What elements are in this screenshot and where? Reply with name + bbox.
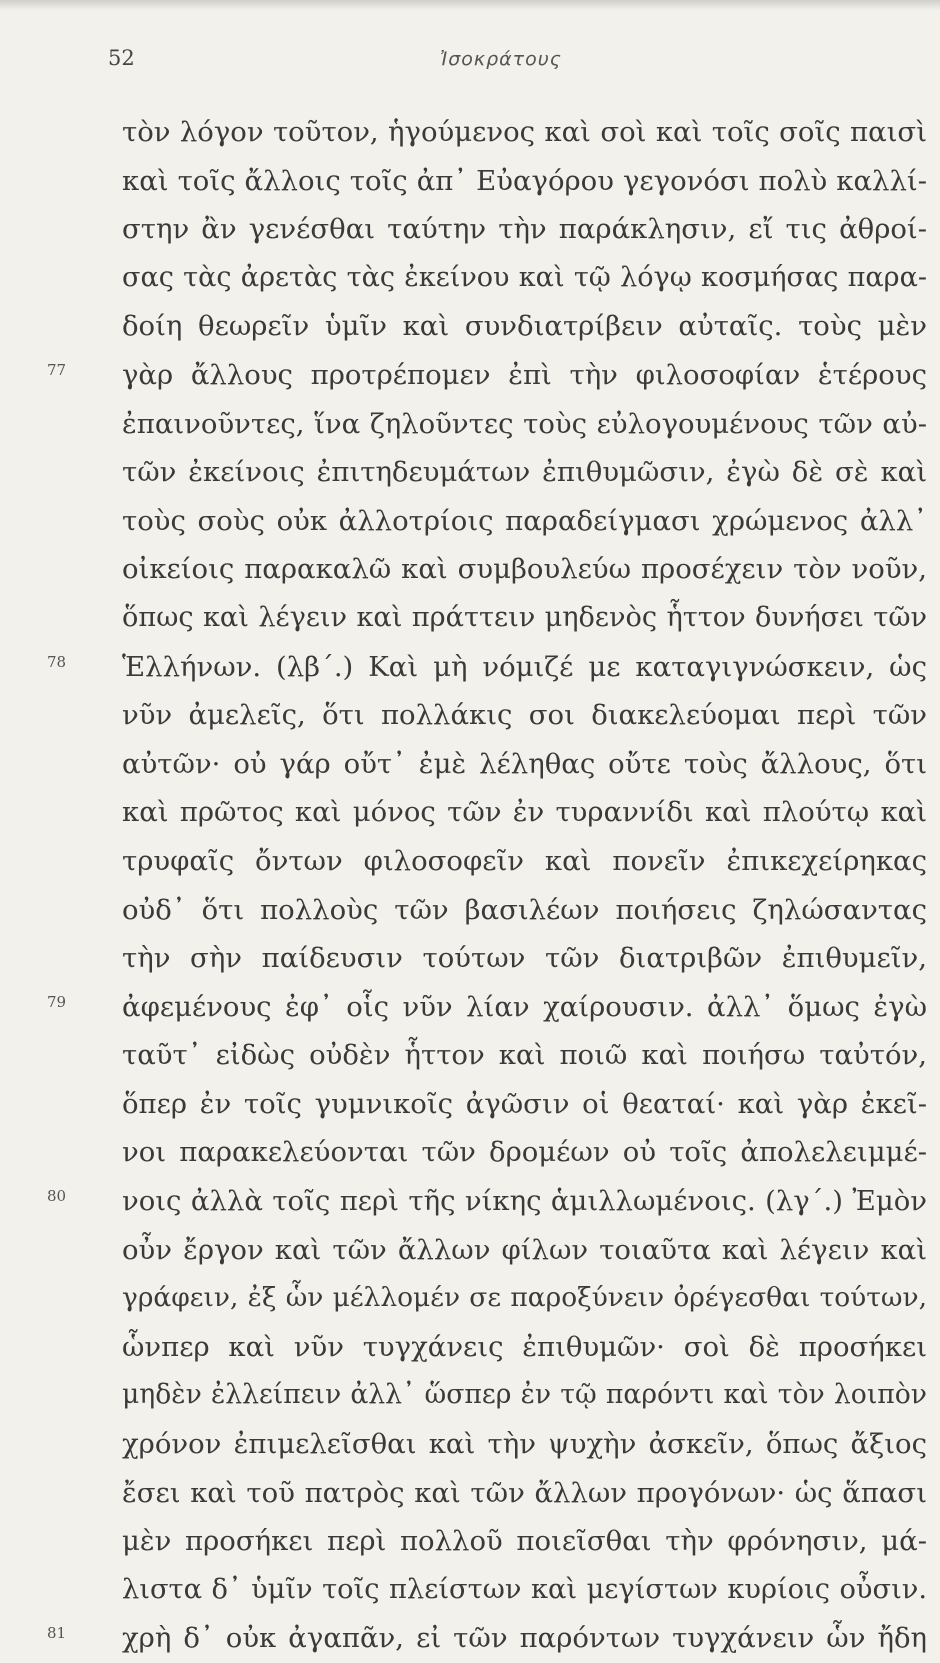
text-line	[0, 691, 940, 740]
line-text: χρόνον ἐπιμελεῖσθαι καὶ τὴν ψυχὴν ἀσκεῖν, ὅπως ἄξιος	[122, 1428, 927, 1461]
text-line	[0, 1420, 940, 1469]
text-line	[0, 1566, 940, 1615]
line-text: αὐτῶν· οὐ γάρ οὔτ᾽ ἐμὲ λέληθας οὔτε τοὺς ἄλλους, ὅτι	[122, 747, 927, 780]
text-line	[0, 497, 940, 546]
text-line	[0, 1469, 940, 1518]
page-number: 52	[108, 46, 135, 70]
text-line	[0, 302, 940, 351]
text-line	[0, 886, 940, 935]
text-line	[0, 1614, 940, 1663]
text-body	[0, 108, 940, 1663]
line-text: σας τὰς ἀρετὰς τὰς ἐκείνου καὶ τῷ λόγῳ κοσμήσας παρα-	[122, 261, 927, 293]
line-text: νοις ἀλλὰ τοῖς περὶ τῆς νίκης ἁμιλλωμένοις. (λγ΄.) Ἐμὸν	[122, 1185, 927, 1218]
section-number: 77	[47, 360, 67, 379]
text-line	[0, 448, 940, 497]
text-line	[0, 643, 940, 692]
line-text: Ἑλλήνων. (λβ΄.) Καὶ μὴ νόμιζέ με καταγιγνώσκειν, ὡς	[122, 650, 927, 683]
line-text: οὐδ᾽ ὅτι πολλοὺς τῶν βασιλέων ποιήσεις ζηλώσαντας	[122, 893, 927, 926]
line-text: τοὺς σοὺς οὐκ ἀλλοτρίοις παραδείγμασι χρώμενος ἀλλ᾽	[122, 504, 927, 537]
text-line	[0, 837, 940, 886]
line-text: ἔσει καὶ τοῦ πατρὸς καὶ τῶν ἄλλων προγόνων· ὡς ἅπασι	[122, 1476, 927, 1509]
section-number: 79	[47, 992, 67, 1011]
line-text: ἐπαινοῦντες, ἵνα ζηλοῦντες τοὺς εὐλογουμένους τῶν αὐ-	[122, 407, 927, 440]
text-line	[0, 400, 940, 449]
line-text: χρὴ δ᾽ οὐκ ἀγαπᾶν, εἰ τῶν παρόντων τυγχάνειν ὧν ἤδη	[122, 1622, 927, 1655]
line-text: νῦν ἀμελεῖς, ὅτι πολλάκις σοι διακελεύομαι περὶ τῶν	[122, 699, 927, 732]
text-line	[0, 594, 940, 643]
section-number: 80	[47, 1187, 67, 1206]
text-line	[0, 1517, 940, 1566]
line-text: καὶ τοῖς ἄλλοις τοῖς ἀπ᾽ Εὐαγόρου γεγονόσι πολὺ καλλί-	[122, 164, 927, 197]
page-header	[0, 46, 940, 76]
line-text: νοι παρακελεύονται τῶν δρομέων οὐ τοῖς ἀπολελειμμέ-	[122, 1136, 927, 1169]
running-head: Ἰσοκράτους	[440, 48, 562, 70]
section-number: 78	[47, 652, 67, 671]
line-text: γράφειν, ἐξ ὧν μέλλομέν σε παροξύνειν ὀρέγεσθαι τούτων,	[122, 1282, 927, 1314]
line-text: τὴν σὴν παίδευσιν τούτων τῶν διατριβῶν ἐπιθυμεῖν,	[122, 942, 927, 975]
text-line	[0, 1371, 940, 1420]
text-line	[0, 1274, 940, 1323]
line-text: γὰρ ἄλλους προτρέπομεν ἐπὶ τὴν φιλοσοφίαν ἑτέρους	[122, 358, 927, 391]
section-number: 81	[47, 1624, 67, 1643]
line-text: ταῦτ᾽ εἰδὼς οὐδὲν ἧττον καὶ ποιῶ καὶ ποιήσω ταὐτόν,	[122, 1039, 927, 1072]
line-text: τρυφαῖς ὄντων φιλοσοφεῖν καὶ πονεῖν ἐπικεχείρηκας	[122, 844, 927, 877]
text-line	[0, 983, 940, 1032]
text-line	[0, 788, 940, 837]
text-line	[0, 740, 940, 789]
line-text: καὶ πρῶτος καὶ μόνος τῶν ἐν τυραννίδι καὶ πλούτῳ καὶ	[122, 796, 927, 829]
line-text: ὅπως καὶ λέγειν καὶ πράττειν μηδενὸς ἧττον δυνήσει τῶν	[122, 601, 927, 633]
line-text: οὖν ἔργον καὶ τῶν ἄλλων φίλων τοιαῦτα καὶ λέγειν καὶ	[122, 1233, 927, 1266]
text-line	[0, 254, 940, 303]
line-text: τὸν λόγον τοῦτον, ἡγούμενος καὶ σοὶ καὶ τοῖς σοῖς παισὶ	[122, 116, 927, 148]
line-text: στην ἂν γενέσθαι ταύτην τὴν παράκλησιν, εἴ τις ἀθροί-	[122, 213, 927, 246]
line-text: ὅπερ ἐν τοῖς γυμνικοῖς ἀγῶσιν οἱ θεαταί· καὶ γὰρ ἐκεῖ-	[122, 1087, 927, 1120]
text-line	[0, 1323, 940, 1372]
text-line	[0, 545, 940, 594]
line-text: τῶν ἐκείνοις ἐπιτηδευμάτων ἐπιθυμῶσιν, ἐγὼ δὲ σὲ καὶ	[122, 456, 927, 489]
line-text: ἀφεμένους ἐφ᾽ οἷς νῦν λίαν χαίρουσιν. ἀλλ᾽ ὅμως ἐγὼ	[122, 990, 927, 1023]
line-text: λιστα δ᾽ ὑμῖν τοῖς πλείστων καὶ μεγίστων κυρίοις οὖσιν.	[122, 1573, 927, 1605]
line-text: μηδὲν ἐλλείπειν ἀλλ᾽ ὥσπερ ἐν τῷ παρόντι καὶ τὸν λοιπὸν	[122, 1379, 927, 1411]
line-text: δοίη θεωρεῖν ὑμῖν καὶ συνδιατρίβειν αὐταῖς. τοὺς μὲν	[122, 310, 927, 343]
text-line	[0, 351, 940, 400]
text-line	[0, 157, 940, 206]
line-text: μὲν προσήκει περὶ πολλοῦ ποιεῖσθαι τὴν φρόνησιν, μά-	[122, 1525, 927, 1558]
text-line	[0, 205, 940, 254]
text-line	[0, 1226, 940, 1275]
line-text: οἰκείοις παρακαλῶ καὶ συμβουλεύω προσέχειν τὸν νοῦν,	[122, 553, 927, 586]
text-line	[0, 1080, 940, 1129]
text-line	[0, 108, 940, 157]
line-text: ὧνπερ καὶ νῦν τυγχάνεις ἐπιθυμῶν· σοὶ δὲ προσήκει	[122, 1330, 927, 1363]
text-line	[0, 934, 940, 983]
text-line	[0, 1177, 940, 1226]
text-line	[0, 1128, 940, 1177]
text-line	[0, 1031, 940, 1080]
page-top-edge	[0, 0, 940, 10]
